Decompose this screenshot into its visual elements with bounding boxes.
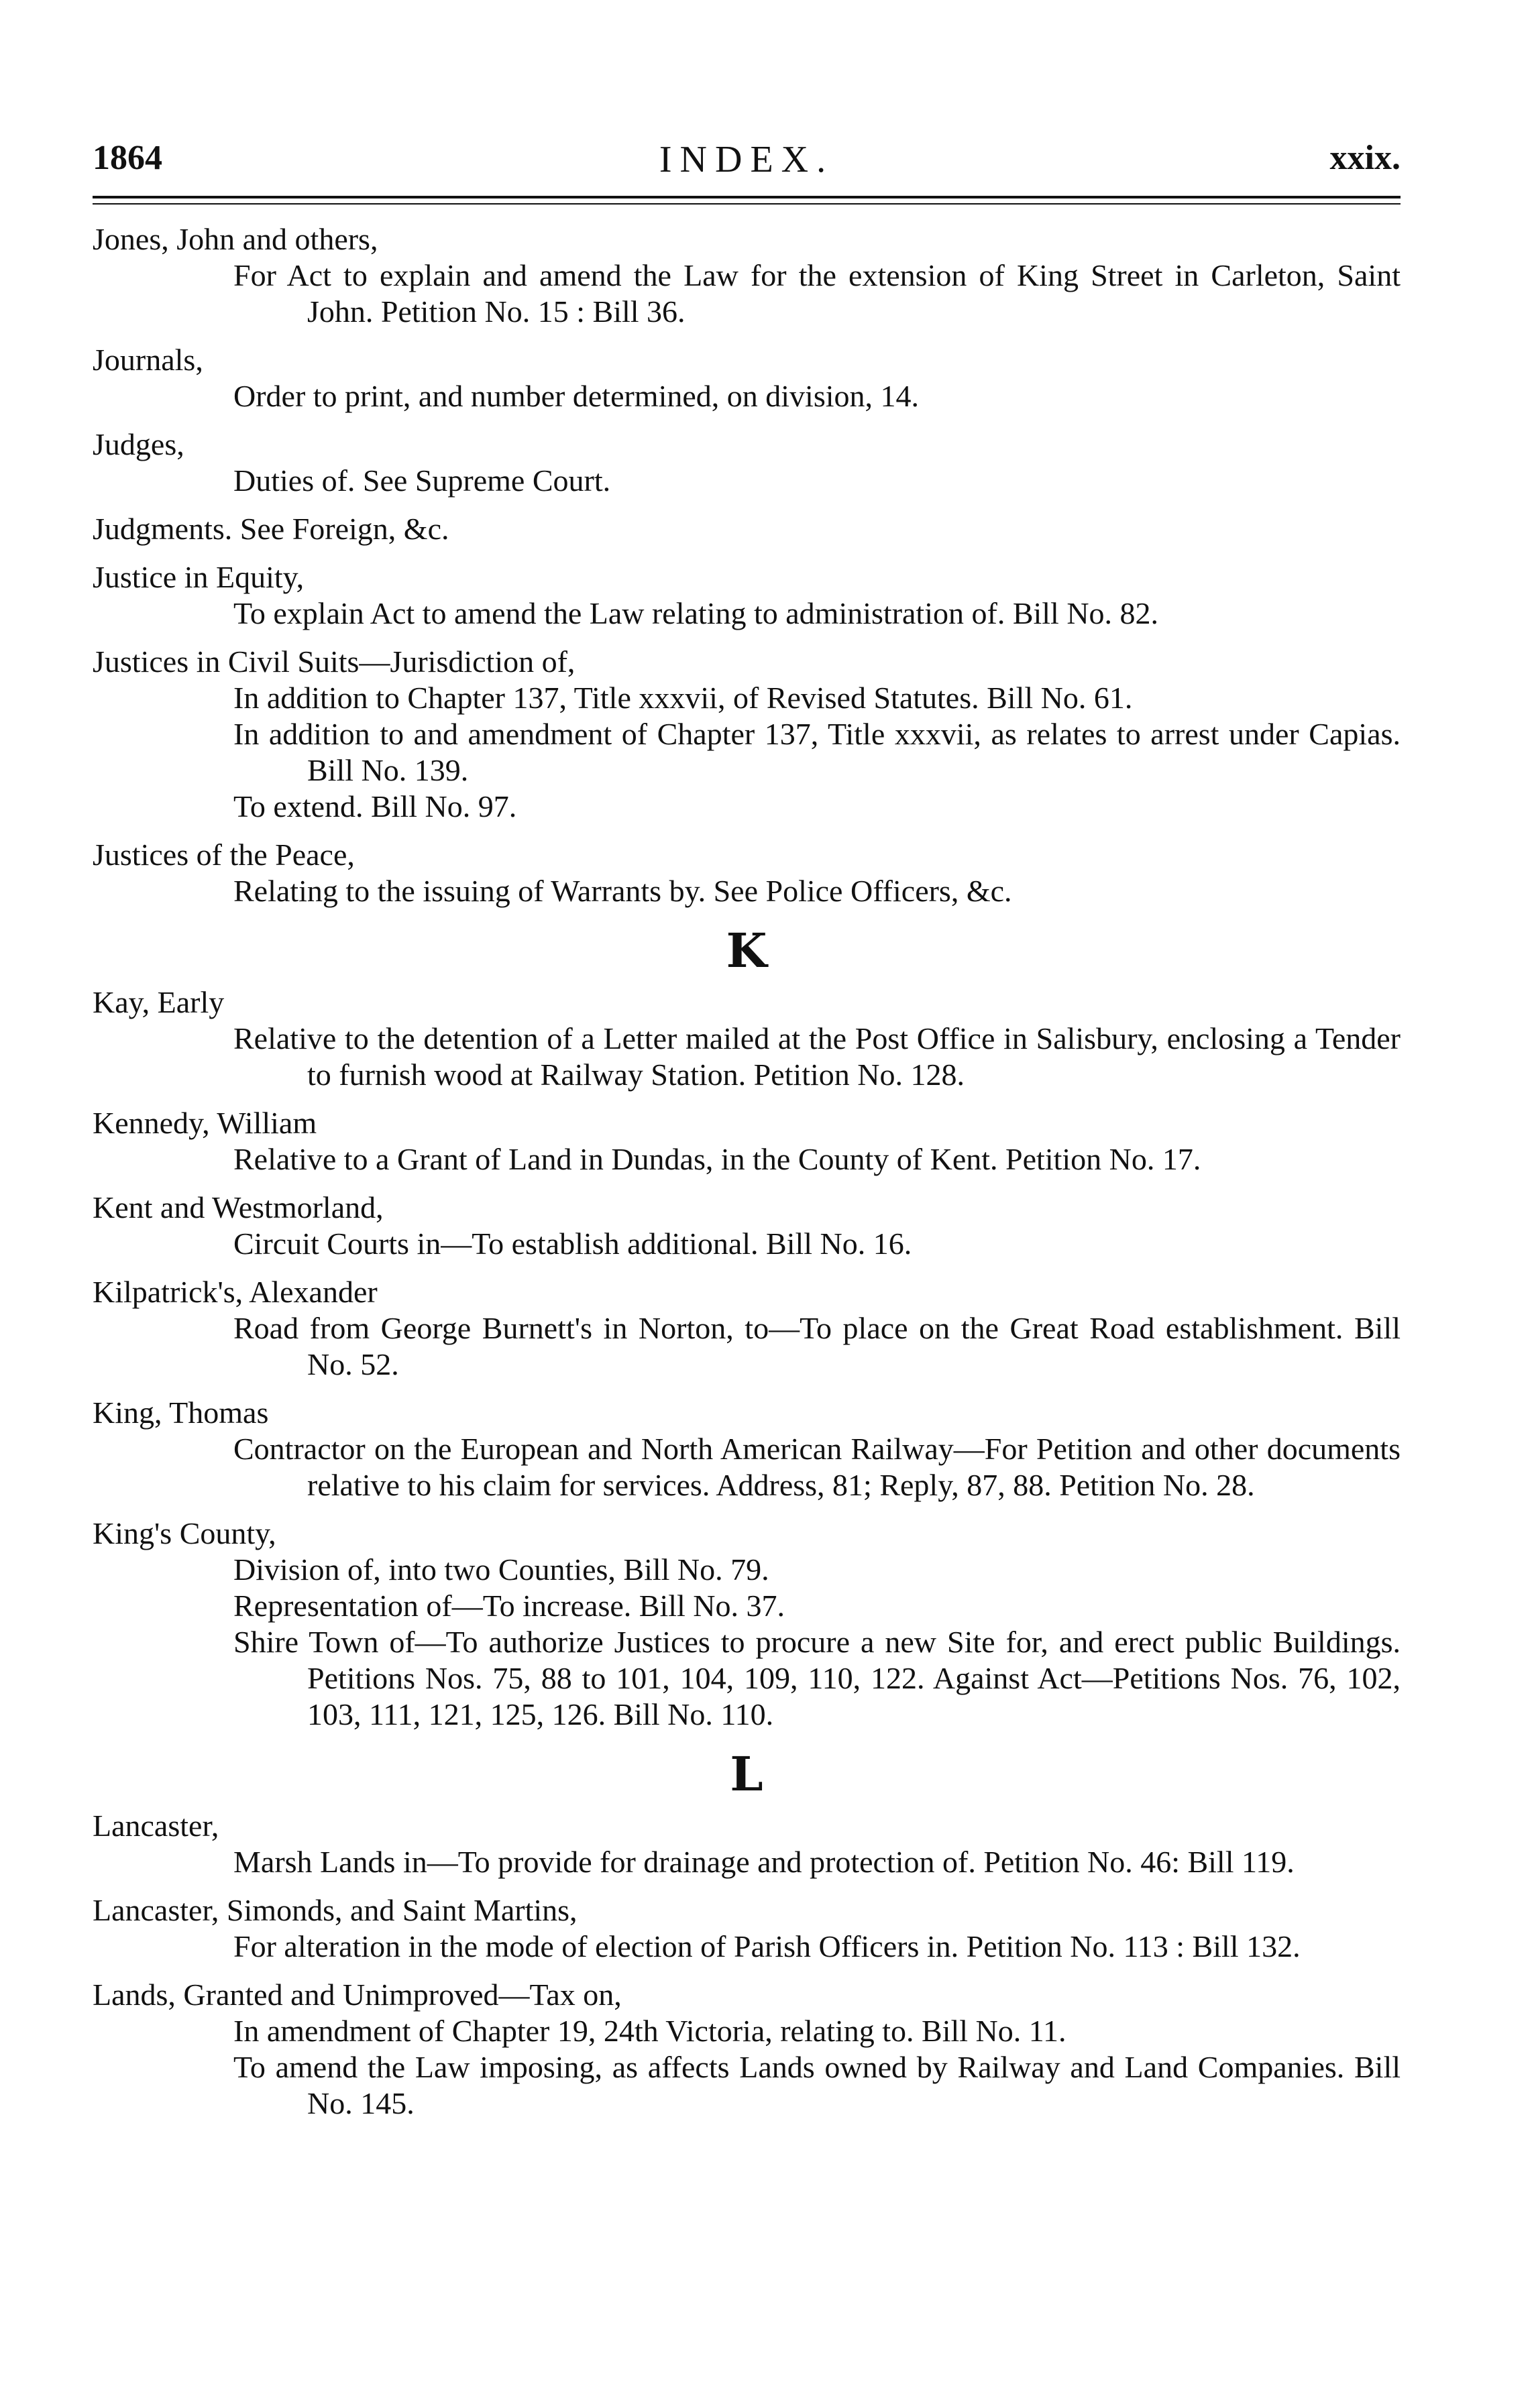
index-entry (93, 1274, 1401, 1383)
section-letter-k: K (726, 923, 767, 978)
entry-subentry: For Act to explain and amend the Law for the extension of King Street in Carleton, Saint John. Petition No. 15 : Bill 36. (233, 258, 1401, 329)
section-letter-l: L (730, 1746, 763, 1802)
index-entry (93, 1105, 1401, 1178)
entry-subentry: Contractor on the European and North American Railway—For Petition and other documents relative to his claim for services. Address, 81; Reply, 87, 88. Petition No. 28. (233, 1432, 1401, 1502)
header-title: INDEX. (659, 139, 834, 180)
entry-subentry: Division of, into two Counties, Bill No. 79. (233, 1552, 769, 1587)
entry-heading: Lancaster, Simonds, and Saint Martins, (93, 1893, 578, 1927)
entry-heading: Justices in Civil Suits—Jurisdiction of, (93, 644, 576, 679)
entry-subentry: Duties of. See Supreme Court. (233, 463, 611, 498)
entry-heading: Justice in Equity, (93, 560, 305, 594)
entries-j (93, 221, 1401, 909)
index-entry (93, 342, 1401, 414)
entry-subentry: For alteration in the mode of election of Parish Officers in. Petition No. 113 : Bill 132. (233, 1929, 1301, 1963)
entries-k (93, 984, 1401, 1733)
index-entry (93, 511, 1401, 547)
entry-heading: Lands, Granted and Unimproved—Tax on, (93, 1977, 622, 2012)
entry-subentry: In amendment of Chapter 19, 24th Victoria, relating to. Bill No. 11. (233, 2014, 1066, 2048)
entry-heading: Kennedy, William (93, 1106, 317, 1140)
index-entry (93, 559, 1401, 632)
index-entry (93, 1977, 1401, 2122)
entry-subentry: To extend. Bill No. 97. (233, 789, 517, 823)
entry-heading: Kay, Early (93, 985, 225, 1019)
entry-subentry: Shire Town of—To authorize Justices to procure a new Site for, and erect public Buildings. Petitions Nos. 75, 88 to 101, 104, 109, 110, 122. Against Act—Petitions Nos. 76, 102, 103, 111, 121, 125, 126. Bill No. 110. (233, 1625, 1401, 1731)
index-entry (93, 837, 1401, 909)
entry-heading: Kent and Westmorland, (93, 1190, 384, 1224)
index-entry (93, 1515, 1401, 1733)
entry-heading: King's County, (93, 1516, 276, 1550)
index-entry (93, 644, 1401, 825)
index-entry (93, 1892, 1401, 1965)
entry-heading: Judges, (93, 427, 184, 461)
entry-subentry: To explain Act to amend the Law relating to administration of. Bill No. 82. (233, 596, 1159, 630)
entry-heading: Jones, John and others, (93, 222, 378, 256)
entry-heading: Justices of the Peace, (93, 838, 355, 872)
entry-subentry: In addition to and amendment of Chapter 137, Title xxxvii, as relates to arrest under Capias. Bill No. 139. (233, 717, 1401, 787)
entry-subentry: Marsh Lands in—To provide for drainage and protection of. Petition No. 46: Bill 119. (233, 1845, 1295, 1879)
entry-subentry: Relative to the detention of a Letter mailed at the Post Office in Salisbury, enclosing a Tender to furnish wood at Railway Station. Petition No. 128. (233, 1021, 1401, 1092)
index-entry (93, 1190, 1401, 1262)
index-entry (93, 984, 1401, 1093)
entry-subentry: Relative to a Grant of Land in Dundas, in the County of Kent. Petition No. 17. (233, 1142, 1201, 1176)
entry-heading: Judgments. See Foreign, &c. (93, 512, 449, 546)
entries-l (93, 1808, 1401, 2122)
entry-heading: King, Thomas (93, 1395, 269, 1430)
index-entry (93, 221, 1401, 330)
index-content (93, 221, 1401, 2134)
entry-heading: Kilpatrick's, Alexander (93, 1275, 378, 1309)
entry-subentry: Road from George Burnett's in Norton, to—To place on the Great Road establishment. Bill No. 52. (233, 1311, 1401, 1381)
entry-subentry: Representation of—To increase. Bill No. 37. (233, 1589, 785, 1623)
entry-heading: Journals, (93, 343, 203, 377)
entry-subentry: In addition to Chapter 137, Title xxxvii, of Revised Statutes. Bill No. 61. (233, 681, 1133, 715)
entry-heading: Lancaster, (93, 1809, 219, 1843)
header-rule-thick (93, 196, 1401, 198)
entry-subentry: Relating to the issuing of Warrants by. See Police Officers, &c. (233, 874, 1012, 908)
index-entry (93, 426, 1401, 499)
header-page-number: xxix. (1329, 139, 1401, 177)
header-year: 1864 (93, 139, 162, 177)
entry-subentry: Circuit Courts in—To establish additional. Bill No. 16. (233, 1226, 912, 1261)
entry-subentry: Order to print, and number determined, on division, 14. (233, 379, 920, 413)
entry-subentry: To amend the Law imposing, as affects Lands owned by Railway and Land Companies. Bill No. 145. (233, 2050, 1401, 2120)
page-header (93, 138, 1401, 192)
index-entry (93, 1395, 1401, 1503)
index-entry (93, 1808, 1401, 1880)
header-rule-thin (93, 203, 1401, 205)
